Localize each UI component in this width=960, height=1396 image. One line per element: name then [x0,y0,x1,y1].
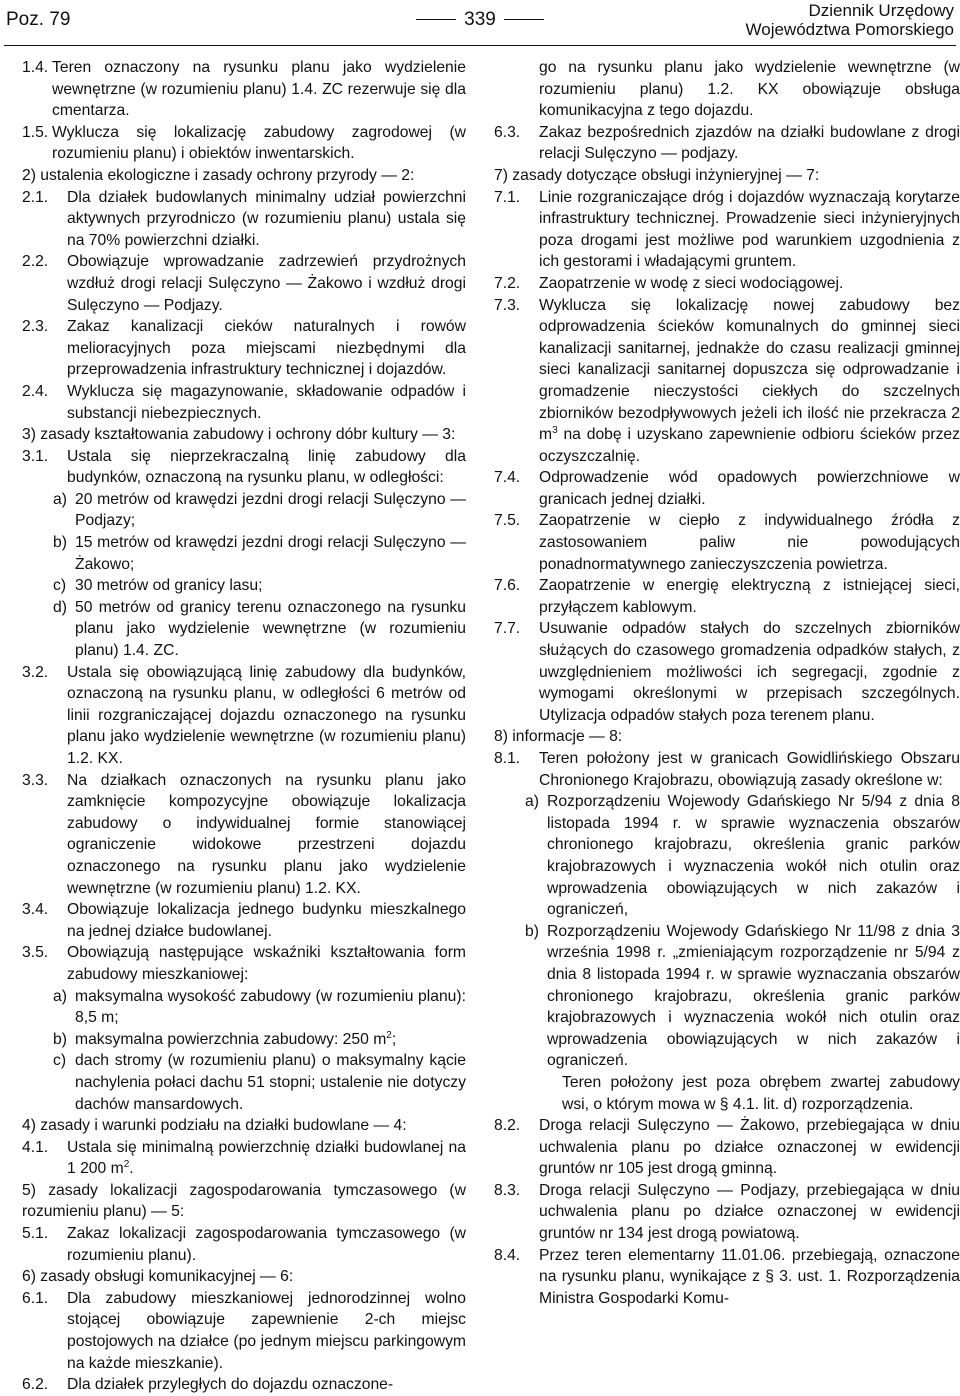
page-number-text: 339 [464,9,496,30]
paragraph-number: 3.4. [22,901,49,919]
paragraph-text: Droga relacji Sulęczyno — Żakowo, przebiegająca w dniu uchwalenia planu po działce oznaczonej w ewidencji gruntów nr 105 jest drogą gminną. [539,1117,960,1178]
paragraph-text: Dla zabudowy mieszkaniowej jednorodzinnej wolno stojącej obowiązuje zapewnienie 2-ch miejsc postojowych na działce (po jednym miejscu parkingowym na każde mieszkanie). [67,1289,466,1372]
paragraph-text: Teren położony jest w granicach Gowidlińskiego Obszaru Chronionego Krajobrazu, obowiązują zasady określone w: [539,750,960,789]
paragraph-text: Linie rozgraniczające dróg i dojazdów wyznaczają korytarze infrastruktury technicznej. Prowadzenie sieci inżynieryjnych poza drogami jest możliwe pod warunkiem uzgodnienia z ich gestorami i władającymi gruntem. [539,188,960,271]
paragraph-text: Droga relacji Sulęczyno — Podjazy, przebiegająca w dniu uchwalenia planu po działce oznaczonej w ewidencji gruntów nr 134 jest drogą powiatową. [539,1181,960,1243]
paragraph-text: Obowiązuje lokalizacja jednego budynku mieszkalnego na jednej działce budowlanej. [67,901,466,940]
item-3-1-d [22,597,466,662]
page-header [0,0,960,46]
paragraph-number: 3.5. [22,944,49,962]
item-text: Rozporządzeniu Wojewody Gdańskiego Nr 5/94 z dnia 8 listopada 1994 r. w sprawie wyznaczenia obszarów chronionego krajobrazu, określenia granic parków krajobrazowych i wyznaczenia wokół nich otulin oraz wprowadzenia obowiązujących w nich zakazów i ograniczeń, [547,793,960,919]
paragraph-text: Na działkach oznaczonych na rysunku planu jako zamknięcie kompozycyjne obowiązuje lokalizacja zabudowy o indywidualnej formie stanowiącej ograniczenie widokowe przestrzeni dojazdu oznaczonego na rysunku planu jako wydzielenie wewnętrzne (w rozumieniu planu) 1.2. KX. [67,771,466,897]
paragraph-7-4 [494,467,960,510]
paragraph-text: Zaopatrzenie w energię elektryczną z istniejącej sieci, przyłączem kablowym. [539,577,960,616]
item-8-1-b [494,921,960,1072]
section-4-heading: 4) zasady i warunki podziału na działki budowlane — 4: [22,1117,407,1135]
superscript: 3 [552,424,558,436]
item-text: 20 metrów od krawędzi jezdni drogi relacji Sulęczyno — Podjazy; [75,490,466,530]
item-text: 50 metrów od granicy terenu oznaczonego na rysunku planu jako wydzielenie wewnętrzne (w rozumieniu planu) 1.4. ZC. [75,598,466,660]
paragraph-2-1 [22,187,466,252]
paragraph-number: 7.5. [494,512,521,530]
paragraph-7-2 [494,273,960,295]
paragraph-text: Ustala się minimalną powierzchnię działki budowlanej na 1 200 m [67,1138,466,1178]
paragraph-number: 7.1. [494,188,521,206]
superscript: 2 [123,1159,130,1171]
paragraph-3-4 [22,899,466,942]
section-7-heading: 7) zasady dotyczące obsługi inżynieryjnej — 7: [494,166,820,184]
item-text: 30 metrów od granicy lasu; [75,577,263,595]
paragraph-2-4 [22,381,466,424]
paragraph-7-7 [494,618,960,726]
paragraph-number: 6.1. [22,1289,49,1307]
paragraph-number: 5.1. [22,1225,49,1243]
paragraph-number: 1.4. [22,59,49,76]
paragraph-7-6 [494,575,960,618]
paragraph-3-3 [22,770,466,900]
item-3-1-b [22,532,466,575]
left-column [22,57,466,1396]
item-letter: a) [53,490,67,508]
paragraph-text: Zaopatrzenie w ciepło z indywidualnego źródła z zastosowaniem paliw nie powodujących ponadnormatywnego zanieczyszczenia powietrza. [539,512,960,573]
paragraph-text: Wyklucza się lokalizację nowej zabudowy bez odprowadzenia ścieków komunalnych do gminnej sieci kanalizacji sanitarnej, jednakże do czasu realizacji gminnej sieci kanalizacji sanitarnej dopuszcza się odprowadzanie i gromadzenie nieczystości ciekłych do szczelnych zbiorników bezodpływowych jeżeli ich ilość nie przekracza 2 m [539,296,960,444]
paragraph-number: 8.4. [494,1246,521,1264]
paragraph-number: 6.3. [494,123,521,141]
section-5-heading: 5) zasady lokalizacji zagospodarowania tymczasowego (w rozumieniu planu) — 5: [22,1181,466,1221]
paragraph-6-2-continuation: go na rysunku planu jako wydzielenie wewnętrzne (w rozumieniu planu) 1.2. KX obowiązuje obsługa komunikacyjna z tego dojazdu. [539,59,960,120]
paragraph-7-3 [494,295,960,468]
paragraph-number: 7.4. [494,469,521,487]
paragraph-number: 8.2. [494,1117,521,1135]
paragraph-8-4 [494,1245,960,1310]
paragraph-text: Obowiązuje wprowadzanie zadrzewień przydrożnych wzdłuż drogi relacji Sulęczyno — Żakowo i wzdłuż drogi Sulęczyno — Podjazy. [67,253,466,314]
paragraph-text: Zakaz bezpośrednich zjazdów na działki budowlane z drogi relacji Sulęczyno — podjazy. [539,123,960,163]
item-letter: c) [53,1052,67,1070]
paragraph-number: 4.1. [22,1138,49,1156]
item-3-5-c [22,1050,466,1115]
item-letter: a) [53,987,67,1005]
paragraph-text: Zakaz lokalizacji zagospodarowania tymczasowego (w rozumieniu planu). [67,1225,466,1264]
journal-title-line2: Województwa Pomorskiego [745,20,954,39]
paragraph-6-3 [494,122,960,165]
paragraph-1-4 [22,57,466,122]
paragraph-7-5 [494,510,960,575]
paragraph-3-5 [22,942,466,985]
paragraph-text: Ustala się obowiązującą linię zabudowy dla budynków, oznaczoną na rysunku planu, w odległości 6 metrów od linii rozgraniczającej dojazdu oznaczonego na rysunku planu jako wydzielenie wewnętrzne (w rozumieniu planu) 1.2. KX. [67,663,466,767]
item-text: maksymalna wysokość zabudowy (w rozumieniu planu): 8,5 m; [75,987,466,1027]
paragraph-number: 8.3. [494,1181,521,1199]
paragraph-1-5 [22,122,466,165]
paragraph-text: Teren oznaczony na rysunku planu jako wydzielenie wewnętrzne (w rozumieniu planu) 1.4. ZC rezerwuje się dla cmentarza. [52,59,466,120]
paragraph-3-1 [22,446,466,489]
paragraph-number: 7.2. [494,274,521,292]
paragraph-text: Odprowadzenie wód opadowych powierzchniowe w granicach jednej działki. [539,469,960,508]
item-text-tail: ; [391,1030,397,1048]
paragraph-2-2 [22,251,466,316]
paragraph-6-1 [22,1288,466,1374]
paragraph-text: Dla działek budowlanych minimalny udział powierzchni aktywnych przyrodniczo (w rozumieniu planu) ustala się na 70% powierzchni działki. [67,188,466,249]
paragraph-text: Wyklucza się magazynowanie, składowanie odpadów i substancji niebezpiecznych. [67,382,466,422]
item-letter: b) [53,534,67,552]
item-letter: d) [53,598,67,616]
paragraph-number: 2.4. [22,382,49,400]
paragraph-number: 6.2. [22,1376,49,1394]
section-8-heading: 8) informacje — 8: [494,728,623,746]
item-letter: b) [525,922,539,940]
item-text: 15 metrów od krawędzi jezdni drogi relacji Sulęczyno — Żakowo; [75,534,466,573]
paragraph-7-1 [494,187,960,273]
paragraph-number: 3.3. [22,771,49,789]
superscript: 2 [386,1029,392,1041]
paragraph-3-2 [22,662,466,770]
item-3-1-c [22,575,466,597]
journal-title-line1: Dziennik Urzędowy [808,1,954,20]
position-number: Poz. 79 [6,9,71,30]
paragraph-number: 1.5. [22,123,49,141]
paragraph-number: 8.1. [494,750,521,767]
paragraph-8-1 [494,748,960,791]
paragraph-text: Przez teren elementarny 11.01.06. przebiegają, oznaczone na rysunku planu, wynikające z § 3. ust. 1. Rozporządzenia Ministra Gospodarki Komu- [539,1246,960,1307]
paragraph-text: Obowiązują następujące wskaźniki kształtowania form zabudowy mieszkaniowej: [67,944,466,983]
section-3-heading: 3) zasady kształtowania zabudowy i ochrony dóbr kultury — 3: [22,426,456,444]
paragraph-number: 2.1. [22,188,49,206]
paragraph-text: Dla działek przyległych do dojazdu oznaczone- [67,1376,394,1394]
paragraph-5-1 [22,1223,466,1266]
paragraph-8-1-note: Teren położony jest poza obrębem zwartej zabudowy wsi, o którym mowa w § 4.1. lit. d) rozporządzenia. [562,1073,960,1113]
header-rule [4,45,956,46]
section-2-heading: 2) ustalenia ekologiczne i zasady ochrony przyrody — 2: [22,166,415,184]
paragraph-2-3 [22,316,466,381]
paragraph-text: Wyklucza się lokalizację zabudowy zagrodowej (w rozumieniu planu) i obiektów inwentarskich. [52,123,466,163]
paragraph-text: Usuwanie odpadów stałych do szczelnych zbiorników służących do czasowego gromadzenia odpadków stałych, z uwzględnieniem możliwości ich segregacji, zgodnie z wymogami określonymi w przepisach szczególnych. Utylizacja odpadów stałych poza terenem planu. [539,620,960,724]
item-3-5-b [22,1029,466,1051]
paragraph-number: 7.6. [494,577,521,595]
paragraph-number: 3.2. [22,663,49,681]
paragraph-text-tail: na dobę i uzyskano zapewnienie odbioru ścieków przez oczyszczalnię. [539,426,960,465]
item-letter: c) [53,577,67,595]
paragraph-8-3 [494,1180,960,1245]
item-text: dach stromy (w rozumieniu planu) o maksymalny kącie nachylenia połaci dachu 51 stopni; ustalenie nie dotyczy dachów mansardowych. [75,1052,466,1113]
paragraph-text: Ustala się nieprzekraczalną linię zabudowy dla budynków, oznaczoną na rysunku planu, w odległości: [67,447,466,487]
journal-title [746,1,955,39]
paragraph-number: 2.2. [22,253,49,271]
paragraph-text: Zaopatrzenie w wodę z sieci wodociągowej. [539,274,844,292]
item-text: maksymalna powierzchnia zabudowy: 250 m [75,1030,387,1048]
paragraph-8-2 [494,1115,960,1180]
right-column [494,57,960,1309]
dash-left [416,19,456,20]
paragraph-number: 3.1. [22,447,49,465]
paragraph-number: 7.7. [494,620,521,638]
item-letter: b) [53,1030,67,1048]
item-8-1-a [494,791,960,921]
paragraph-number: 2.3. [22,318,49,336]
section-6-heading: 6) zasady obsługi komunikacyjnej — 6: [22,1268,294,1286]
paragraph-6-2 [22,1374,466,1396]
paragraph-text-tail: . [129,1160,134,1178]
item-text: Rozporządzeniu Wojewody Gdańskiego Nr 11/98 z dnia 3 września 1998 r. „zmieniającym rozporządzenie nr 5/94 z dnia 8 listopada 1994 r. w sprawie wyznaczania obszarów chronionego krajobrazu, określenia granic parków krajobrazowych i wyznaczenia wokół nich otulin oraz wprowadzenia obowiązujących w nich zakazów i ograniczeń. [547,922,960,1070]
dash-right [504,19,544,20]
item-3-1-a [22,489,466,532]
paragraph-4-1 [22,1137,466,1180]
item-letter: a) [525,793,539,811]
item-3-5-a [22,986,466,1029]
paragraph-text: Zakaz kanalizacji cieków naturalnych i rowów melioracyjnych poza miejscami niezbędnymi dla przeprowadzenia infrastruktury technicznej i dojazdów. [67,318,466,379]
paragraph-number: 7.3. [494,296,521,314]
